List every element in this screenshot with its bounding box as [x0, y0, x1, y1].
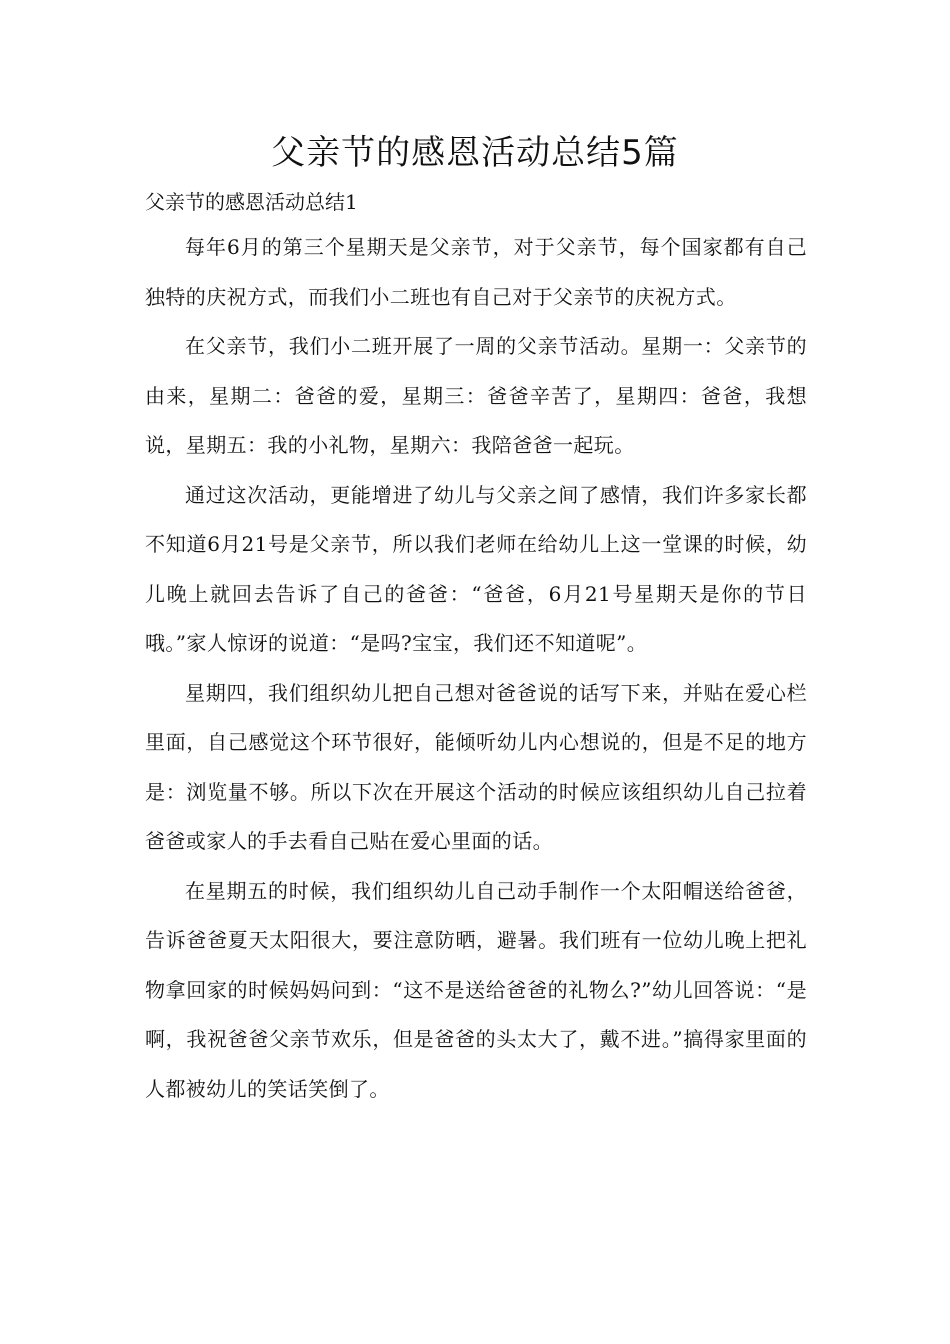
paragraph-2: 在父亲节，我们小二班开展了一周的父亲节活动。星期一：父亲节的由来，星期二：爸爸的爱，星期三：爸爸辛苦了，星期四：爸爸，我想说，星期五：我的小礼物，星期六：我陪爸爸一起玩。 — [145, 334, 807, 457]
document-title: 父亲节的感恩活动总结5篇 — [271, 133, 679, 173]
section-heading: 父亲节的感恩活动总结1 — [145, 190, 358, 214]
paragraph-3: 通过这次活动，更能增进了幼儿与父亲之间了感情，我们许多家长都不知道6月21号是父亲节，所以我们老师在给幼儿上这一堂课的时候，幼儿晚上就回去告诉了自己的爸爸：“爸爸，6月21号星期天是你的节日哦。”家人惊讶的说道：“是吗?宝宝，我们还不知道呢”。 — [145, 482, 807, 655]
paragraph-1: 每年6月的第三个星期天是父亲节，对于父亲节，每个国家都有自己独特的庆祝方式，而我们小二班也有自己对于父亲节的庆祝方式。 — [145, 235, 807, 309]
paragraph-4: 星期四，我们组织幼儿把自己想对爸爸说的话写下来，并贴在爱心栏里面，自己感觉这个环节很好，能倾听幼儿内心想说的，但是不足的地方是：浏览量不够。所以下次在开展这个活动的时候应该组织幼儿自己拉着爸爸或家人的手去看自己贴在爱心里面的话。 — [145, 680, 807, 853]
document-body — [145, 183, 807, 1114]
paragraph-5: 在星期五的时候，我们组织幼儿自己动手制作一个太阳帽送给爸爸，告诉爸爸夏天太阳很大，要注意防晒，避暑。我们班有一位幼儿晚上把礼物拿回家的时候妈妈问到：“这不是送给爸爸的礼物么?”幼儿回答说：“是啊，我祝爸爸父亲节欢乐，但是爸爸的头太大了，戴不进。”搞得家里面的人都被幼儿的笑话笑倒了。 — [145, 878, 807, 1101]
